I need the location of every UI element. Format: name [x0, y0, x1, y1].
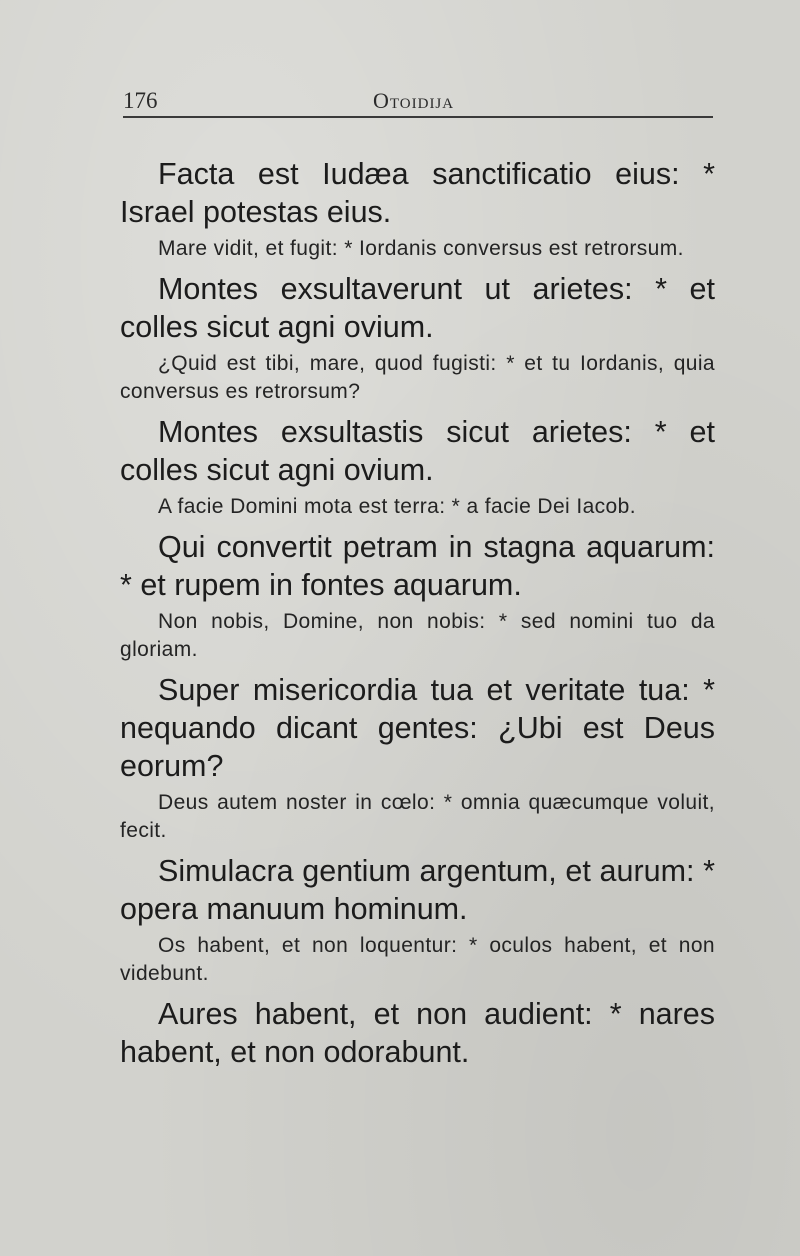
verse-response: Mare vidit, et fugit: * Iordanis conversus est retrorsum.	[158, 237, 684, 260]
psalm-text	[120, 155, 715, 1075]
verse-response: Os habent, et non loquentur: * oculos habent, et non videbunt.	[120, 934, 715, 985]
verse-response: Deus autem noster in cœlo: * omnia quæcumque voluit, fecit.	[120, 791, 715, 842]
verse-response: A facie Domini mota est terra: * a facie Dei Iacob.	[158, 495, 636, 518]
page-header	[123, 82, 713, 118]
verse-main: Simulacra gentium argentum, et aurum: * opera manuum hominum.	[120, 854, 715, 926]
verse-main: Montes exsultastis sicut arietes: * et colles sicut agni ovium.	[120, 415, 715, 487]
verse-main: Qui convertit petram in stagna aquarum: * et rupem in fontes aquarum.	[120, 530, 715, 602]
verse-main: Super misericordia tua et veritate tua: * nequando dicant gentes: ¿Ubi est Deus eorum?	[120, 673, 715, 783]
verse-main: Facta est Iudæa sanctificatio eius: * Israel potestas eius.	[120, 157, 715, 229]
running-head: Otoidija	[373, 88, 455, 113]
verse-response: ¿Quid est tibi, mare, quod fugisti: * et tu Iordanis, quia conversus es retrorsum?	[120, 352, 715, 403]
verse-response: Non nobis, Domine, non nobis: * sed nomini tuo da gloriam.	[120, 610, 715, 661]
verse-main: Aures habent, et non audient: * nares habent, et non odorabunt.	[120, 997, 715, 1069]
verse-main: Montes exsultaverunt ut arietes: * et colles sicut agni ovium.	[120, 272, 715, 344]
page-number: 176	[123, 88, 158, 113]
